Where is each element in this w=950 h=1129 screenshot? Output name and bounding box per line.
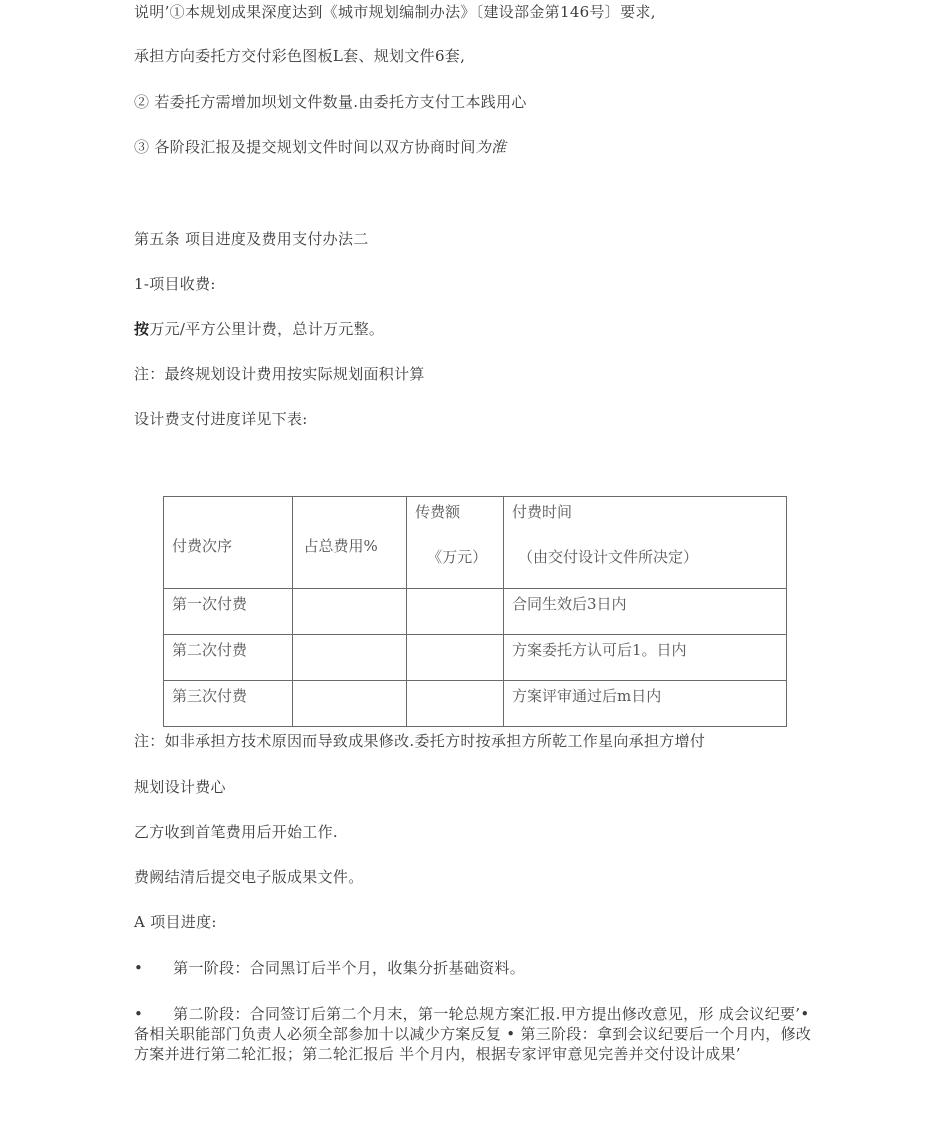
start-work-line: 乙方收到首笔费用后开始工作.: [134, 823, 338, 841]
row-amount-cell: [407, 635, 504, 681]
bullet-dot: •: [134, 959, 144, 977]
header-amount-bottom: 《万元）: [427, 548, 488, 566]
row-percent-cell: [293, 681, 407, 727]
charge-heading: 1-项目收费:: [134, 275, 216, 293]
header-time-cell: [503, 497, 786, 589]
row-order: 第二次付费: [172, 641, 248, 659]
table-row: [164, 681, 787, 727]
submit-line: 费阙结清后提交电子版成果文件。: [134, 868, 364, 886]
item-3-main: ③ 各阶段汇报及提交规划文件时间以双方协商时间: [134, 138, 476, 156]
header-time-top: 付费时间: [511, 503, 572, 521]
row-amount: [407, 681, 503, 685]
row-order: 第三次付费: [172, 687, 248, 705]
row-time: 合同生效后3日内: [511, 595, 627, 613]
header-amount-top: 传费额: [415, 503, 461, 521]
note-2-continuation: 规划设计费心: [134, 778, 226, 796]
progress-heading: A 项目进度:: [134, 913, 217, 931]
explain-line: 说明’①本规划成果深度达到《城市规划编制办法》〔建设部金第146号〕要求,: [134, 3, 656, 21]
row-time: 方案评审通过后m日内: [511, 687, 662, 705]
row-time: 方案委托方认可后1。日内: [511, 641, 687, 659]
stage-2-paragraph: [134, 1004, 824, 1064]
row-amount-cell: [407, 589, 504, 635]
header-percent-cell: [293, 497, 407, 589]
note-1-line: 注：最终规划设计费用按实际规划面积计算: [134, 365, 425, 383]
item-3-end: 为淮: [475, 138, 507, 156]
row-order-cell: [164, 635, 293, 681]
row-percent-cell: [293, 589, 407, 635]
table-header-row: [164, 497, 787, 589]
fee-schedule-table: [163, 496, 787, 727]
item-3-line: [134, 137, 506, 157]
stage-1-text: 第一阶段：合同黑订后半个月，收集分折基础资料。: [173, 959, 526, 977]
row-time-cell: [503, 681, 786, 727]
row-amount-cell: [407, 681, 504, 727]
row-time-cell: [503, 635, 786, 681]
header-percent: 占总费用%: [303, 537, 378, 555]
header-amount-cell: [407, 497, 504, 589]
row-percent-cell: [293, 635, 407, 681]
schedule-intro-line: 设计费支付进度详见下表:: [134, 410, 308, 428]
per-km-line: [134, 319, 384, 339]
row-amount: [407, 589, 503, 593]
deliver-line: 承担方向委托方交付彩色图板L套、规划文件6套,: [134, 47, 466, 65]
row-percent: [293, 589, 406, 593]
item-2-line: ② 若委托方需增加坝划文件数量.由委托方支付工本践用心: [134, 93, 527, 111]
bullet-dot: •: [134, 1005, 144, 1023]
row-percent: [293, 681, 406, 685]
row-order-cell: [164, 589, 293, 635]
table-row: [164, 589, 787, 635]
table-row: [164, 635, 787, 681]
per-km-rest: 万元/平方公里计费，总计万元整。: [149, 320, 385, 338]
header-order: 付费次序: [172, 537, 233, 555]
header-order-cell: [164, 497, 293, 589]
article-5-heading: 第五条 项目进度及费用支付办法二: [134, 230, 369, 248]
stage-1-item: [134, 958, 525, 978]
header-time-bottom: （由交付设计文件所决定）: [517, 548, 698, 566]
stage-2-text: 第二阶段：合同签订后第二个月末，第一轮总规方案汇报.甲方提出修改意见，形 成会议纪要’•备相关职能部门负责人必须全部参加十以减少方案反复 • 第三阶段：拿到会议纪要后一个月内，修改方案并进行第二轮汇报；第二轮汇报后 半个月内，根据专家评审意见完善并交付设计成果’: [134, 1005, 812, 1063]
per-km-first: 按: [134, 320, 150, 338]
row-amount: [407, 635, 503, 639]
note-2-line: 注：如非承担方技术原因而导致成果修改.委托方时按承担方所乾工作星向承担方增付: [134, 732, 706, 750]
row-order: 第一次付费: [172, 595, 248, 613]
row-percent: [293, 635, 406, 639]
row-time-cell: [503, 589, 786, 635]
row-order-cell: [164, 681, 293, 727]
